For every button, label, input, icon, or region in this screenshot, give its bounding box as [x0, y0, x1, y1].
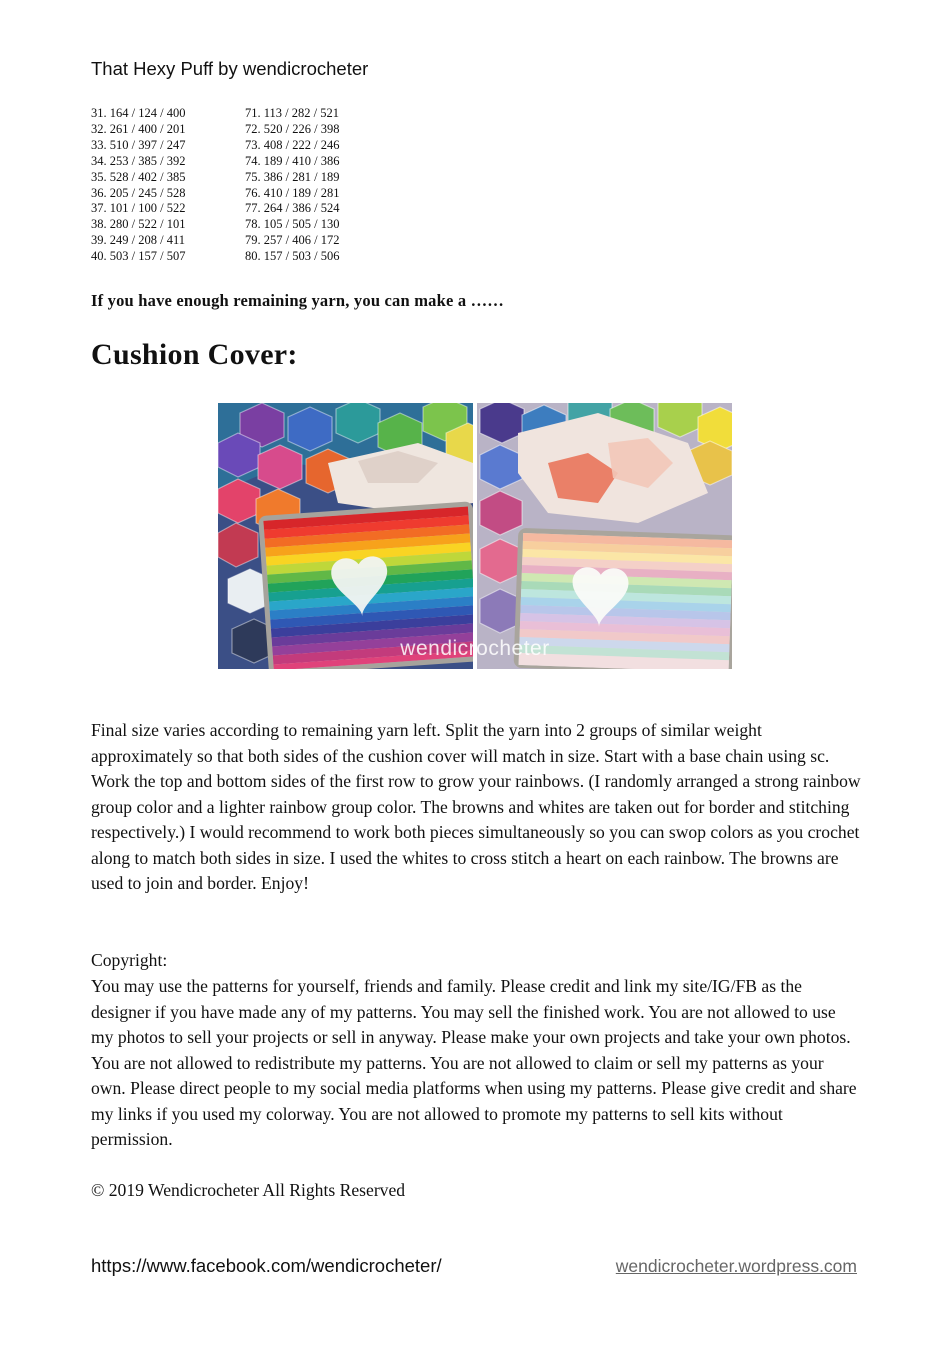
color-number-row: 32. 261 / 400 / 201 [91, 121, 186, 136]
color-number-row: 74. 189 / 410 / 386 [245, 153, 340, 168]
color-number-row: 73. 408 / 222 / 246 [245, 137, 340, 152]
color-number-row: 36. 205 / 245 / 528 [91, 185, 186, 200]
color-number-row: 34. 253 / 385 / 392 [91, 153, 186, 168]
color-number-row: 31. 164 / 124 / 400 [91, 106, 186, 120]
color-number-row: 77. 264 / 386 / 524 [245, 201, 340, 216]
color-number-column-left [91, 106, 185, 265]
color-number-column-right [245, 106, 339, 265]
section-heading: Cushion Cover: [91, 338, 298, 371]
photo-watermark: wendicrocheter [400, 637, 550, 660]
color-number-row: 37. 101 / 100 / 522 [91, 201, 186, 216]
copyright-paragraph: You may use the patterns for yourself, friends and family. Please credit and link my site/IG/FB as the designer if you have made any of my patterns. You may sell the finished work. You are not allowed to use my photos to sell your projects or sell in anyway. Please make your own projects and take your own photos. You are not allowed to redistribute my patterns. You are not allowed to claim or sell my patterns as your own. Please direct people to my social media platforms when using my patterns. Please give credit and share my links if you used my colorway. You are not allowed to promote my patterns to sell kits without permission. [91, 976, 857, 1149]
color-number-row: 35. 528 / 402 / 385 [91, 169, 186, 184]
color-number-row: 72. 520 / 226 / 398 [245, 121, 340, 136]
color-number-row: 76. 410 / 189 / 281 [245, 185, 340, 200]
color-number-row: 75. 386 / 281 / 189 [245, 169, 340, 184]
instructions-paragraph: Final size varies according to remaining yarn left. Split the yarn into 2 groups of similar weight approximately so that both sides of the cushion cover will match in size. Start with a base chain using sc. Work the top and bottom sides of the first row to grow your rainbows. (I randomly arranged a strong rainbow group color and a lighter rainbow group color. The browns and whites are taken out for border and stitching respectively.) I would recommend to work both pieces simultaneously so you can swop colors as you crochet along to match both sides in size. I used the whites to cross stitch a heart on each rainbow. The browns are used to join and border. Enjoy! [91, 720, 861, 893]
color-number-row: 79. 257 / 406 / 172 [245, 233, 340, 248]
color-number-row: 71. 113 / 282 / 521 [245, 106, 339, 120]
page-header-title: That Hexy Puff by wendicrocheter [91, 58, 369, 79]
copyright-label: Copyright: [91, 950, 168, 970]
color-number-row: 39. 249 / 208 / 411 [91, 233, 185, 248]
footer-facebook-link[interactable]: https://www.facebook.com/wendicrocheter/ [91, 1255, 442, 1276]
color-number-row: 33. 510 / 397 / 247 [91, 137, 186, 152]
color-number-row: 38. 280 / 522 / 101 [91, 217, 186, 232]
rights-reserved-line: © 2019 Wendicrocheter All Rights Reserved [91, 1180, 406, 1200]
footer-website-link[interactable]: wendicrocheter.wordpress.com [615, 1256, 857, 1276]
color-number-row: 40. 503 / 157 / 507 [91, 249, 186, 264]
color-number-row: 78. 105 / 505 / 130 [245, 217, 340, 232]
cushion-cover-photo [218, 403, 732, 669]
intro-line: If you have enough remaining yarn, you can make a …… [91, 291, 505, 310]
color-number-row: 80. 157 / 503 / 506 [245, 249, 340, 264]
